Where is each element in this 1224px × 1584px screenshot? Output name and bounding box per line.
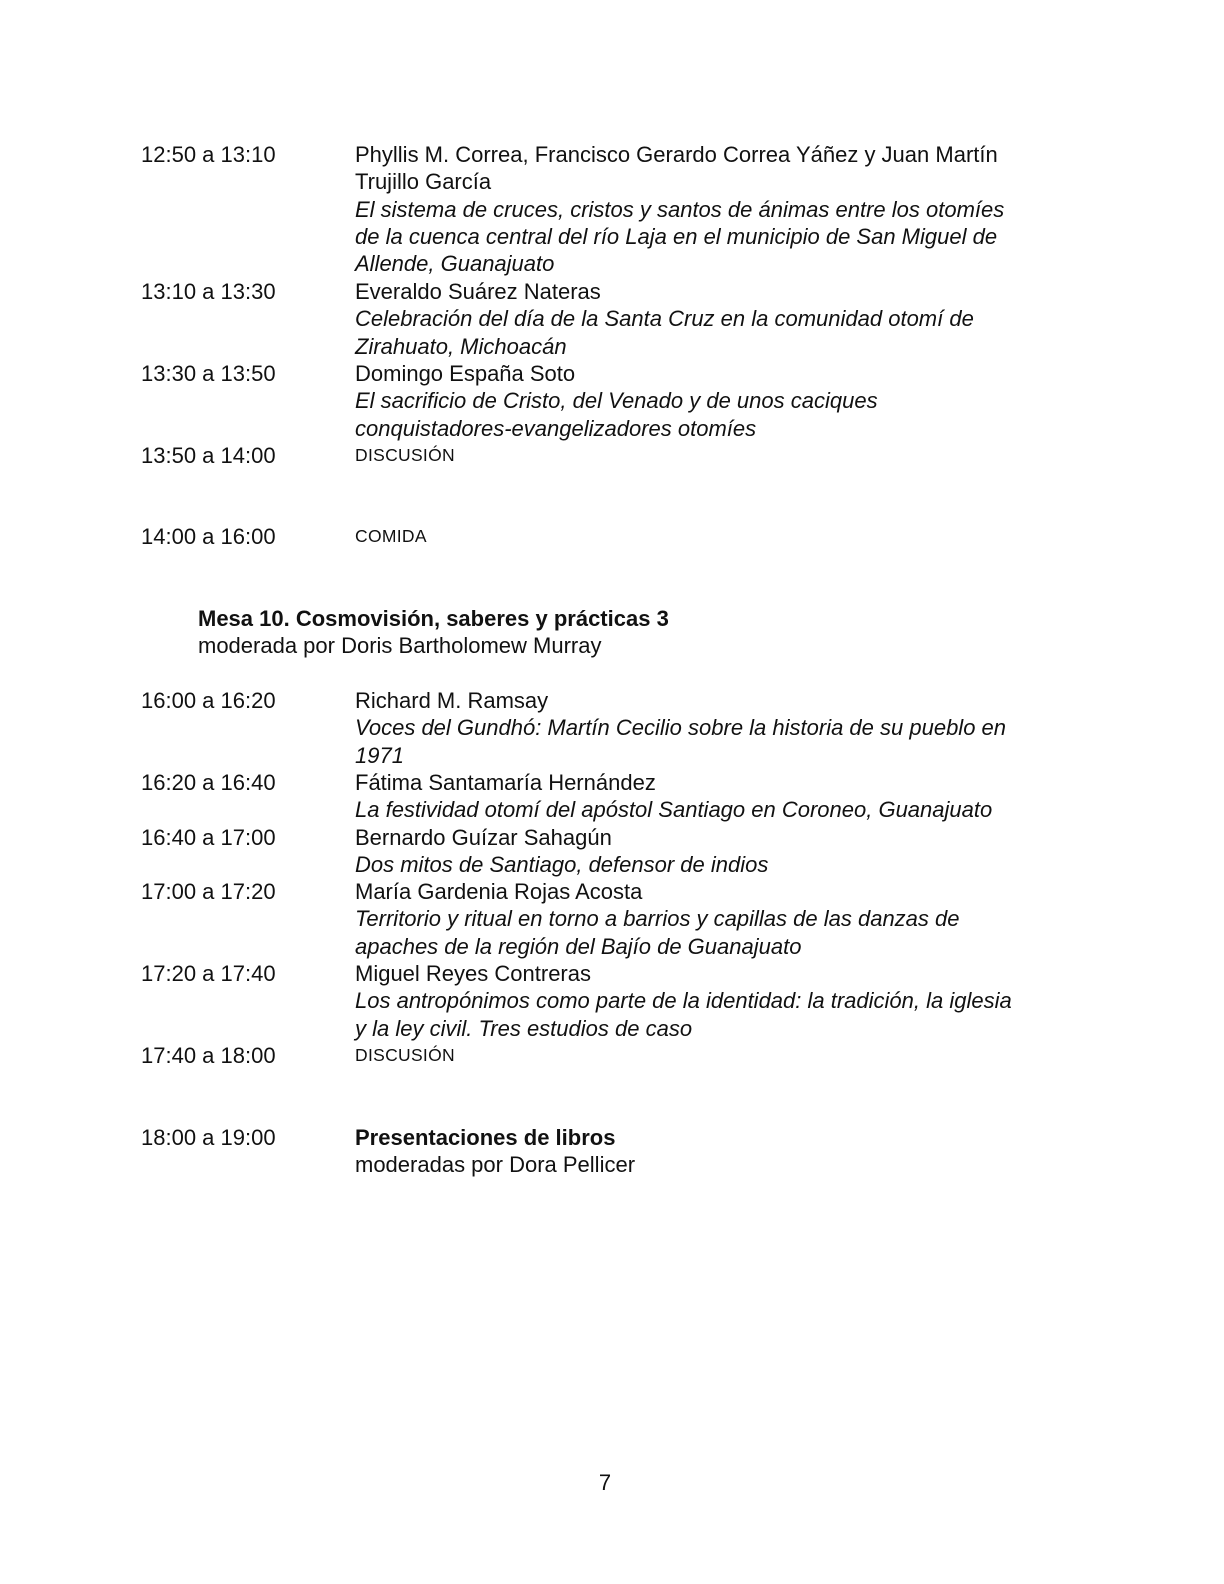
author-names: Fátima Santamaría Hernández: [355, 770, 656, 795]
time-slot: 17:40 a 18:00: [141, 1043, 276, 1068]
time-slot: 13:50 a 14:00: [141, 443, 276, 468]
author-names: Domingo España Soto: [355, 361, 576, 386]
author-names: Phyllis M. Correa, Francisco Gerardo Correa Yáñez y Juan Martín: [355, 142, 998, 167]
author-names: Trujillo García: [355, 169, 492, 195]
time-slot: 13:30 a 13:50: [141, 361, 276, 386]
author-names: Miguel Reyes Contreras: [355, 961, 591, 986]
talk-title: Los antropónimos como parte de la identidad: la tradición, la iglesia: [355, 988, 1012, 1014]
session-content: [355, 687, 1075, 769]
book-presentations-title: Presentaciones de libros: [355, 1125, 616, 1150]
time-slot: 17:20 a 17:40: [141, 961, 276, 986]
session-content: [355, 1124, 1075, 1179]
session-content: [355, 141, 1075, 277]
talk-title: La festividad otomí del apóstol Santiago en Coroneo, Guanajuato: [355, 797, 993, 823]
panel-moderator: moderada por Doris Bartholomew Murray: [198, 633, 602, 659]
discussion-label: DISCUSIÓN: [355, 1045, 455, 1065]
author-names: Bernardo Guízar Sahagún: [355, 825, 612, 850]
discussion-label: DISCUSIÓN: [355, 445, 455, 465]
talk-title: conquistadores-evangelizadores otomíes: [355, 415, 757, 441]
author-names: María Gardenia Rojas Acosta: [355, 879, 643, 904]
talk-title: El sistema de cruces, cristos y santos de ánimas entre los otomíes: [355, 196, 1005, 222]
author-names: Richard M. Ramsay: [355, 688, 549, 713]
talk-title: El sacrificio de Cristo, del Venado y de unos caciques: [355, 388, 878, 414]
talk-title: y la ley civil. Tres estudios de caso: [355, 1015, 693, 1041]
talk-title: Dos mitos de Santiago, defensor de indios: [355, 852, 769, 878]
session-content: [355, 769, 1075, 824]
time-slot: 14:00 a 16:00: [141, 524, 276, 549]
time-slot: 16:40 a 17:00: [141, 825, 276, 850]
time-slot: 16:00 a 16:20: [141, 688, 276, 713]
talk-title: Territorio y ritual en torno a barrios y capillas de las danzas de: [355, 906, 960, 932]
session-content: [355, 960, 1075, 1042]
time-slot: 17:00 a 17:20: [141, 879, 276, 904]
talk-title: Zirahuato, Michoacán: [355, 333, 567, 359]
session-content: [355, 442, 1075, 469]
session-content: [355, 824, 1075, 879]
session-content: [355, 278, 1075, 360]
panel-title: Mesa 10. Cosmovisión, saberes y prácticas 3: [198, 606, 669, 631]
talk-title: de la cuenca central del río Laja en el municipio de San Miguel de: [355, 223, 998, 249]
time-slot: 13:10 a 13:30: [141, 279, 276, 304]
lunch-label: COMIDA: [355, 526, 427, 546]
session-content: [355, 878, 1075, 960]
time-slot: 16:20 a 16:40: [141, 770, 276, 795]
session-content: [355, 360, 1075, 442]
time-slot: 18:00 a 19:00: [141, 1125, 276, 1150]
time-slot: 12:50 a 13:10: [141, 142, 276, 167]
book-presentations-moderator: moderadas por Dora Pellicer: [355, 1152, 636, 1178]
talk-title: Voces del Gundhó: Martín Cecilio sobre la historia de su pueblo en: [355, 715, 1007, 741]
talk-title: Allende, Guanajuato: [355, 251, 555, 277]
talk-title: 1971: [355, 742, 404, 768]
talk-title: apaches de la región del Bajío de Guanajuato: [355, 933, 802, 959]
author-names: Everaldo Suárez Nateras: [355, 279, 601, 304]
session-content: [355, 523, 1075, 550]
session-content: [355, 1042, 1075, 1069]
page-number: 7: [598, 1470, 612, 1495]
talk-title: Celebración del día de la Santa Cruz en la comunidad otomí de: [355, 306, 974, 332]
panel-heading: [198, 605, 998, 660]
